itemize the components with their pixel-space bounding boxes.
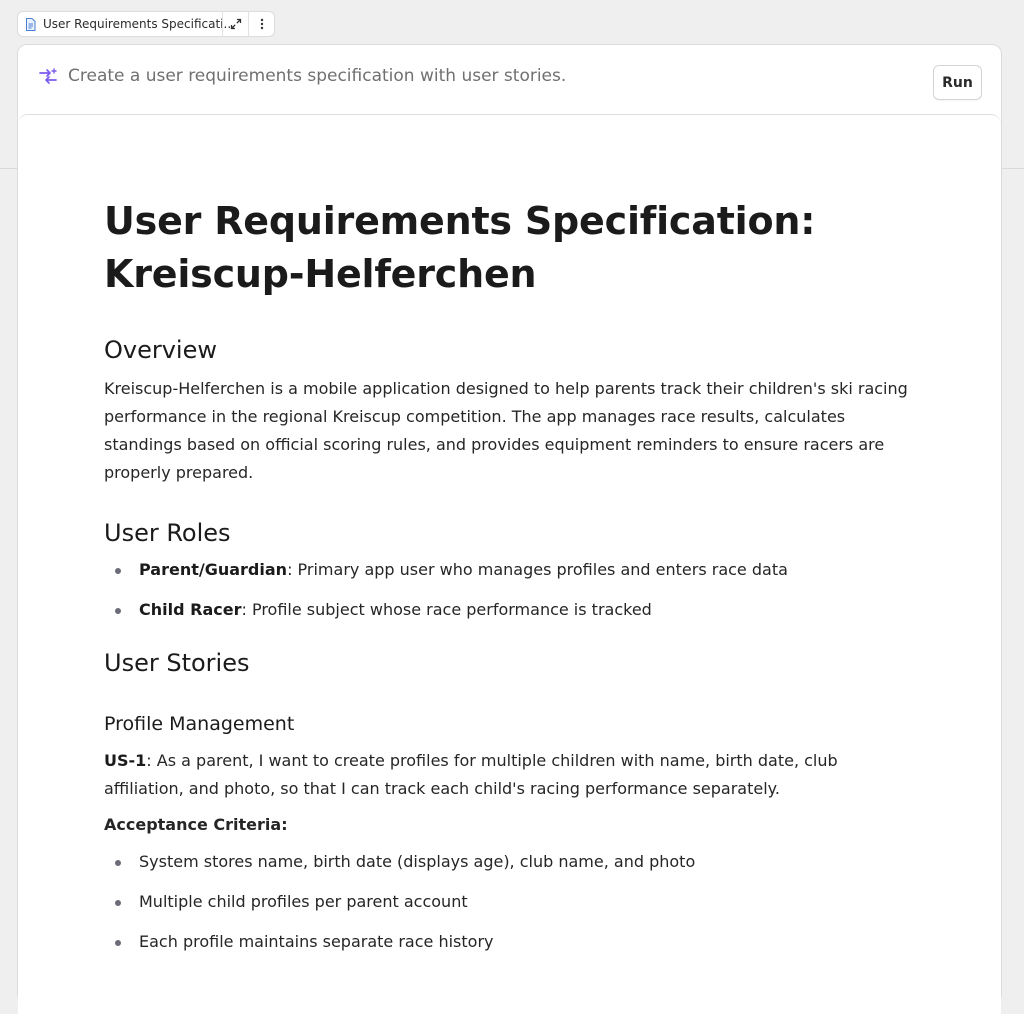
prompt-bar [18,45,1001,115]
document-content [104,195,914,968]
user-story-us1 [104,747,914,803]
list-item [104,596,914,624]
run-button[interactable]: Run [933,65,982,100]
document-card [17,44,1002,1004]
profile-management-heading: Profile Management [104,713,295,735]
more-vertical-icon [260,18,264,30]
user-stories-heading: User Stories [104,649,250,677]
overview-paragraph: Kreiscup-Helferchen is a mobile application designed to help parents track their children's ski racing performance in the regional Kreiscup competition. The app manages race results, calculates standings based on official scoring rules, and provides equipment reminders to ensure racers are properly prepared. [104,379,908,482]
user-story-id: US-1 [104,751,147,770]
overview-heading: Overview [104,336,217,364]
list-item [104,556,914,584]
role-description: : Primary app user who manages profiles and enters race data [287,560,788,579]
expand-icon [230,18,242,30]
document-icon [25,18,36,31]
document-title: User Requirements Specification: Kreiscup-Helferchen [104,199,816,296]
user-roles-heading: User Roles [104,519,231,547]
user-story-text: : As a parent, I want to create profiles for multiple children with name, birth date, club affiliation, and photo, so that I can track each child's racing performance separately. [104,751,838,798]
role-description: : Profile subject whose race performance is tracked [241,600,652,619]
acceptance-criteria-list [104,848,914,956]
user-roles-list [104,556,914,624]
document-body [18,114,1001,1014]
role-name: Child Racer [139,600,242,619]
list-item: Multiple child profiles per parent account [104,888,914,916]
document-tab-bar [17,11,275,37]
ai-prompt-icon [38,67,58,87]
more-options-button[interactable] [248,12,274,36]
list-item: System stores name, birth date (displays age), club name, and photo [104,848,914,876]
list-item: Each profile maintains separate race history [104,928,914,956]
document-tab-title: User Requirements Specificati... [43,17,235,31]
role-name: Parent/Guardian [139,560,288,579]
prompt-text[interactable]: Create a user requirements specification with user stories. [68,66,567,86]
acceptance-criteria-label: Acceptance Criteria: [104,815,288,834]
document-tab[interactable] [18,12,235,36]
expand-button[interactable] [222,12,248,36]
